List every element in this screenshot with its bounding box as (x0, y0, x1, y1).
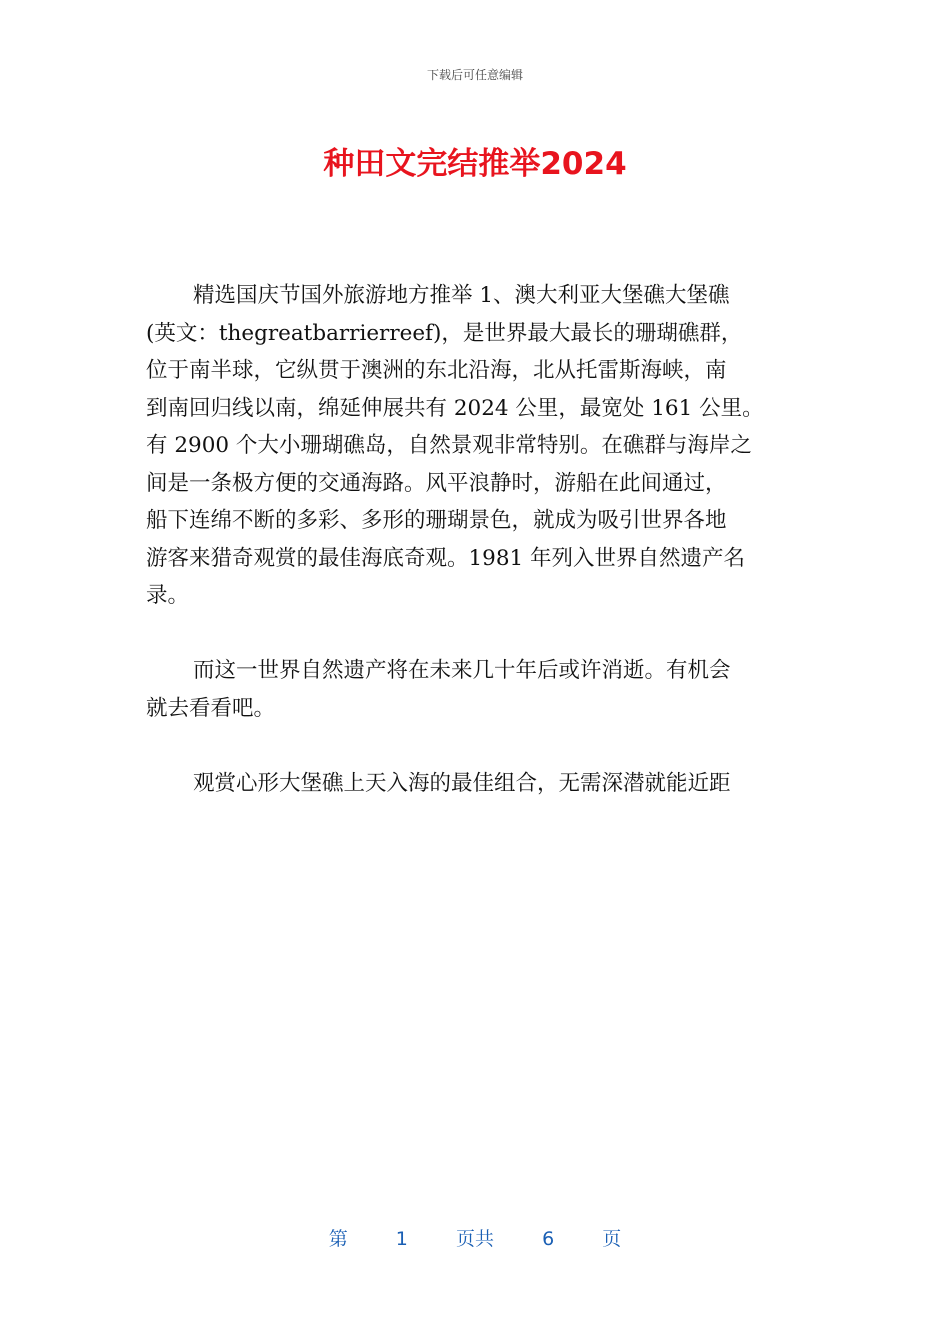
text-line: 录。 (146, 583, 190, 608)
document-body (146, 277, 798, 802)
paragraph (146, 652, 798, 727)
document-title: 种田文完结推举2024 (323, 146, 627, 182)
text-line: 观赏心形大堡礁上天入海的最佳组合，无需深潜就能近距 (193, 770, 731, 796)
text-line: 游客来猎奇观赏的最佳海底奇观。1981 年列入世界自然遗产名 (146, 545, 746, 571)
page-suffix: 页 (602, 1228, 622, 1250)
page-prefix: 第 (328, 1228, 348, 1250)
total-pages: 6 (542, 1228, 555, 1250)
text-line: 位于南半球，它纵贯于澳洲的东北沿海，北从托雷斯海峡，南 (146, 358, 727, 383)
page-number: 1 (395, 1228, 408, 1250)
text-line: 精选国庆节国外旅游地方推举 1、澳大利亚大堡礁大堡礁 (193, 283, 730, 308)
page-mid: 页共 (455, 1228, 494, 1250)
text-line: 到南回归线以南，绵延伸展共有 2024 公里，最宽处 161 公里。 (146, 395, 764, 421)
text-line: 间是一条极方便的交通海路。风平浪静时，游船在此间通过， (146, 470, 727, 496)
text-line: (英文：thegreatbarrierreef)，是世界最大最长的珊瑚礁群， (146, 320, 743, 346)
paragraph (146, 277, 798, 615)
paragraph (146, 765, 798, 803)
text-line: 船下连绵不断的多彩、多形的珊瑚景色，就成为吸引世界各地 (146, 508, 727, 533)
text-line: 有 2900 个大小珊瑚礁岛，自然景观非常特别。在礁群与海岸之 (146, 433, 752, 458)
text-line: 而这一世界自然遗产将在未来几十年后或许消逝。有机会 (193, 658, 731, 683)
header-note: 下载后可任意编辑 (426, 68, 523, 82)
page-footer (0, 1226, 950, 1252)
text-line: 就去看看吧。 (146, 695, 276, 721)
